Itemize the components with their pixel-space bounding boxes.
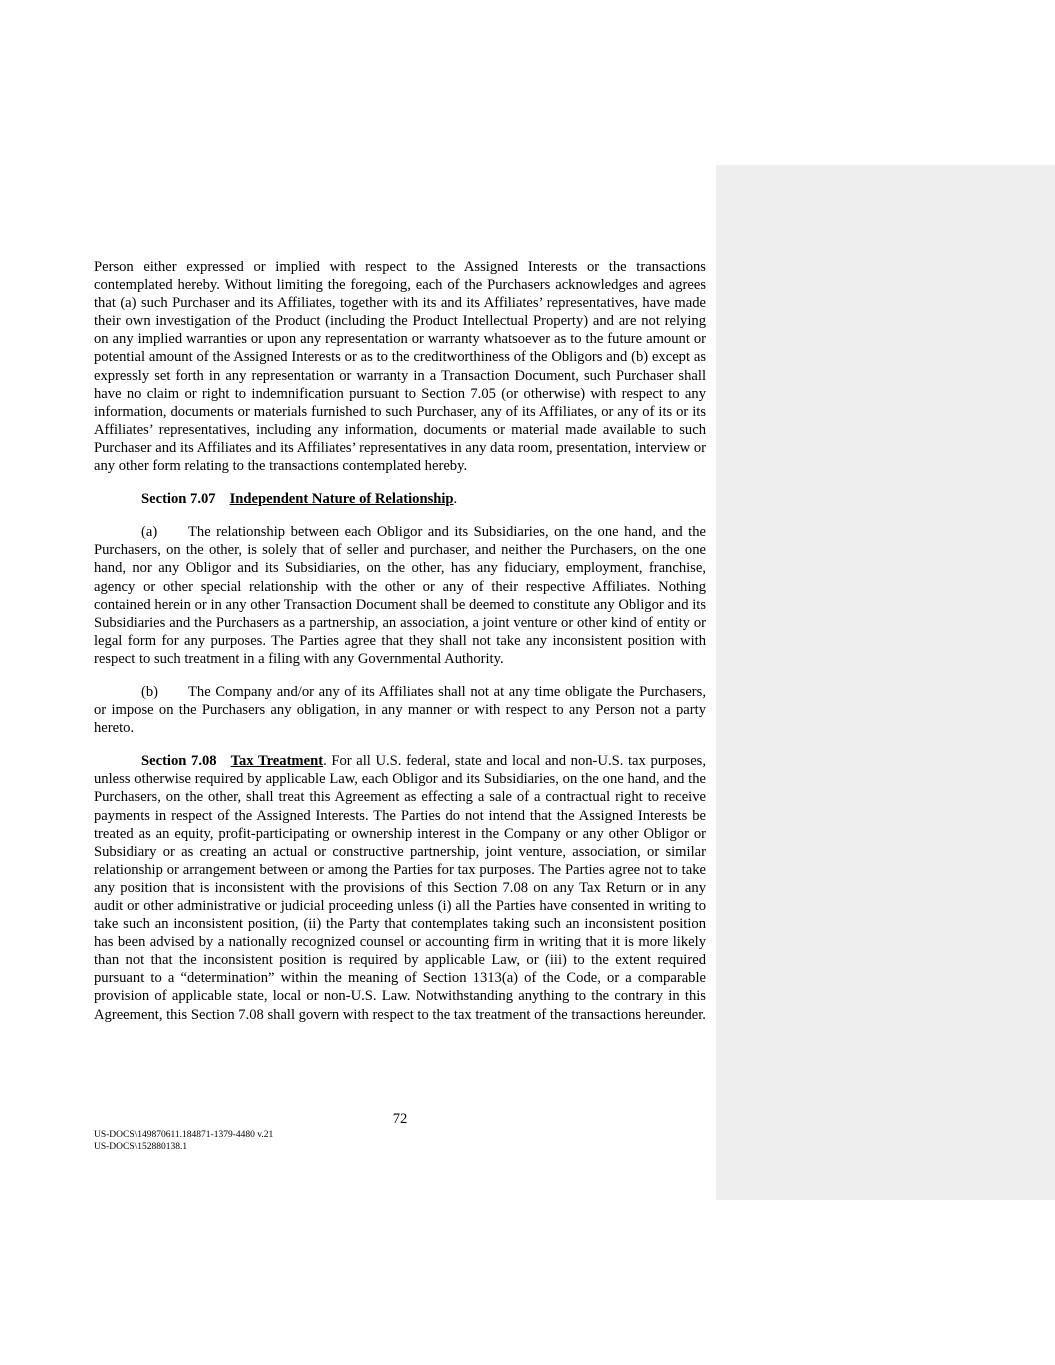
footer-doc-id-2: US-DOCS\152880138.1 [94,1142,188,1152]
section-number: Section 7.07 [141,491,216,508]
paragraph-continuation: Person either expressed or implied with respect to the Assigned Interests or the transactions contemplated hereby. Without limiting the foregoing, each of the Purchasers acknowledges and agrees that (a) such Purchaser and its Affiliates, together with its and its Affiliates’ representatives, have made their own investigation of the Product (including the Product Intellectual Property) and are not relying on any implied warranties or upon any representation or warranty whatsoever as to the future amount or potential amount of the Assigned Interests or as to the creditworthiness of the Obligors and (b) except as expressly set forth in any representation or warranty in a Transaction Document, such Purchaser shall have no claim or right to indemnification pursuant to Section 7.05 (or otherwise) with respect to any information, documents or materials furnished to such Purchaser, any of its Affiliates, or any of its or its Affiliates’ representatives, including any information, documents or material made available to such Purchaser and its Affiliates and its Affiliates’ representatives in any data room, presentation, interview or any other form relating to the transactions contemplated hereby. [94,259,706,475]
document-footer [94,1129,273,1153]
section-title: Independent Nature of Relationship [229,491,454,508]
section-7-08-paragraph [94,752,706,1023]
heading-period: . [453,491,458,508]
section-text: . For all U.S. federal, state and local and non-U.S. tax purposes, unless otherwise required by applicable Law, each Obligor and its Subsidiaries, on the one hand, and the Purchasers, on the other, shall treat this Agreement as effecting a sale of a contractual right to receive payments in respect of the Assigned Interests. The Parties do not intend that the Assigned Interests be treated as an equity, profit-participating or ownership interest in the Company or any other Obligor or Subsidiary or as creating an actual or constructive partnership, joint venture, association, or similar relationship or arrangement between or among the Parties for tax purposes. The Parties agree not to take any position that is inconsistent with the provisions of this Section 7.08 on any Tax Return or in any audit or other administrative or judicial proceeding unless (i) all the Parties have consented in writing to take such an inconsistent position, (ii) the Party that contemplates taking such an inconsistent position has been advised by a nationally recognized counsel or accounting firm in writing that it is more likely than not that the inconsistent position is required by applicable Law, or (iii) to the extent required pursuant to a “determination” within the meaning of Section 1313(a) of the Code, or a comparable provision of applicable state, local or non-U.S. Law. Notwithstanding anything to the contrary in this Agreement, this Section 7.08 shall govern with respect to the tax treatment of the transactions hereunder. [94,753,706,1023]
paragraph-text: The relationship between each Obligor and its Subsidiaries, on the one hand, and the Purchasers, on the other, is solely that of seller and purchaser, and neither the Purchasers, on the one hand, nor any Obligor and its Subsidiaries, on the other, has any fiduciary, employment, franchise, agency or other special relationship with the other or any of their respective Affiliates. Nothing contained herein or in any other Transaction Document shall be deemed to constitute any Obligor and its Subsidiaries and the Purchasers as a partnership, an association, a joint venture or other kind of entity or legal form for any purposes. The Parties agree that they shall not take any inconsistent position with respect to such treatment in a filing with any Governmental Authority. [94,524,706,667]
document-body [94,258,706,1039]
section-title: Tax Treatment [230,753,324,770]
section-number: Section 7.08 [141,753,217,770]
paragraph-a [94,523,706,668]
comment-margin-pane [716,165,1055,1200]
page-number: 72 [392,1111,408,1127]
paragraph-b [94,683,706,737]
paragraph-text: The Company and/or any of its Affiliates shall not at any time obligate the Purchasers, or impose on the Purchasers any obligation, in any manner or with respect to any Person not a party hereto. [94,683,706,737]
paragraph-label: (b) [141,683,159,700]
paragraph-label: (a) [141,524,158,541]
section-7-07-heading [94,490,706,508]
footer-doc-id-1: US-DOCS\149870611.184871-1379-4480 v.21 [94,1130,274,1140]
